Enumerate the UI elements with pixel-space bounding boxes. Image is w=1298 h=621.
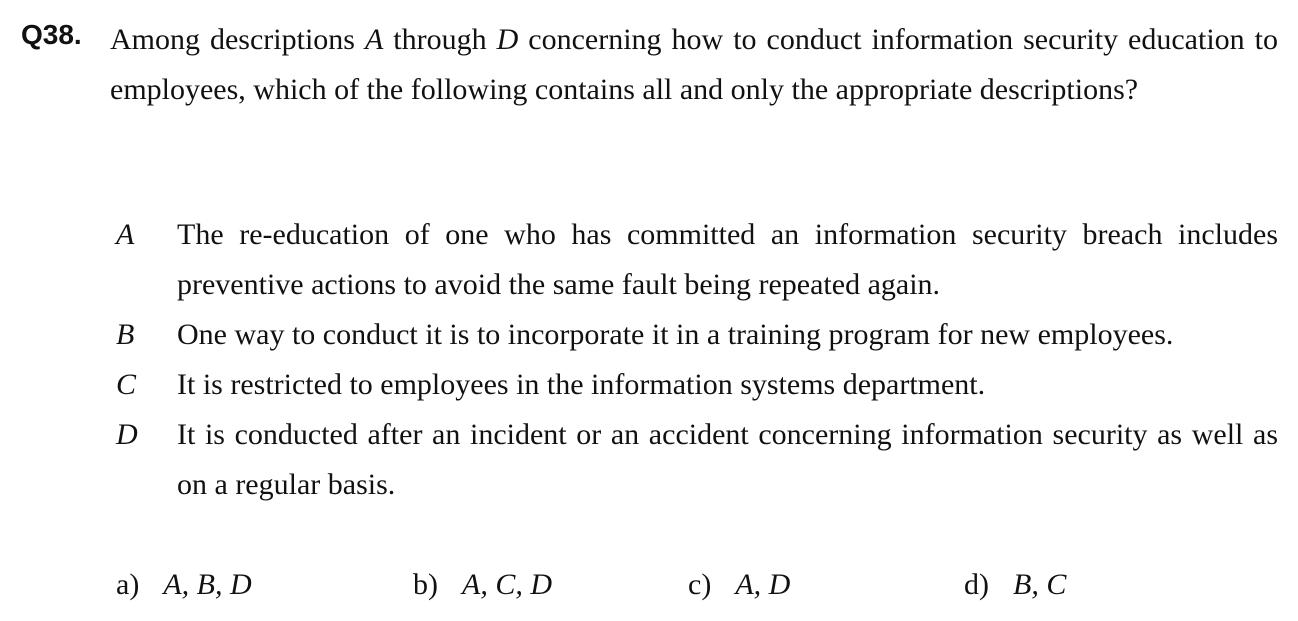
question-text <box>110 15 1278 115</box>
question-text-part: concerning how to conduct information security education to employees, which of the following contains all and only the appropriate descriptions? <box>110 23 1278 106</box>
choice-c[interactable] <box>688 563 790 607</box>
question-text-part: through <box>383 23 497 56</box>
choice-d-label: d) <box>964 568 989 601</box>
choice-b[interactable] <box>413 563 552 607</box>
item-a-letter: A <box>116 218 135 251</box>
choice-d[interactable] <box>964 563 1066 607</box>
question-text-part: Among descriptions <box>110 23 365 56</box>
item-d-text: It is conducted after an incident or an accident concerning information security as well as on a regular basis. <box>177 418 1278 501</box>
choice-c-answer: A, D <box>735 568 791 601</box>
item-a-text: The re-education of one who has committed an information security breach includes preventive actions to avoid the same fault being repeated again. <box>177 218 1278 301</box>
choice-b-label: b) <box>413 568 438 601</box>
choice-b-answer: A, C, D <box>462 568 552 601</box>
item-c-letter: C <box>116 368 137 401</box>
choice-a-label: a) <box>116 568 140 601</box>
item-d-letter: D <box>116 418 138 451</box>
choice-a-answer: A, B, D <box>163 568 252 601</box>
question-text-letter-a: A <box>364 23 384 56</box>
choice-c-label: c) <box>688 568 712 601</box>
item-b-letter: B <box>116 318 135 351</box>
question-number: Q38. <box>21 19 82 50</box>
choice-d-answer: B, C <box>1013 568 1067 601</box>
choice-a[interactable] <box>116 563 252 607</box>
item-c-text: It is restricted to employees in the information systems department. <box>177 368 986 401</box>
item-b-text: One way to conduct it is to incorporate it in a training program for new employees. <box>177 318 1174 351</box>
question-text-letter-d: D <box>496 23 519 56</box>
